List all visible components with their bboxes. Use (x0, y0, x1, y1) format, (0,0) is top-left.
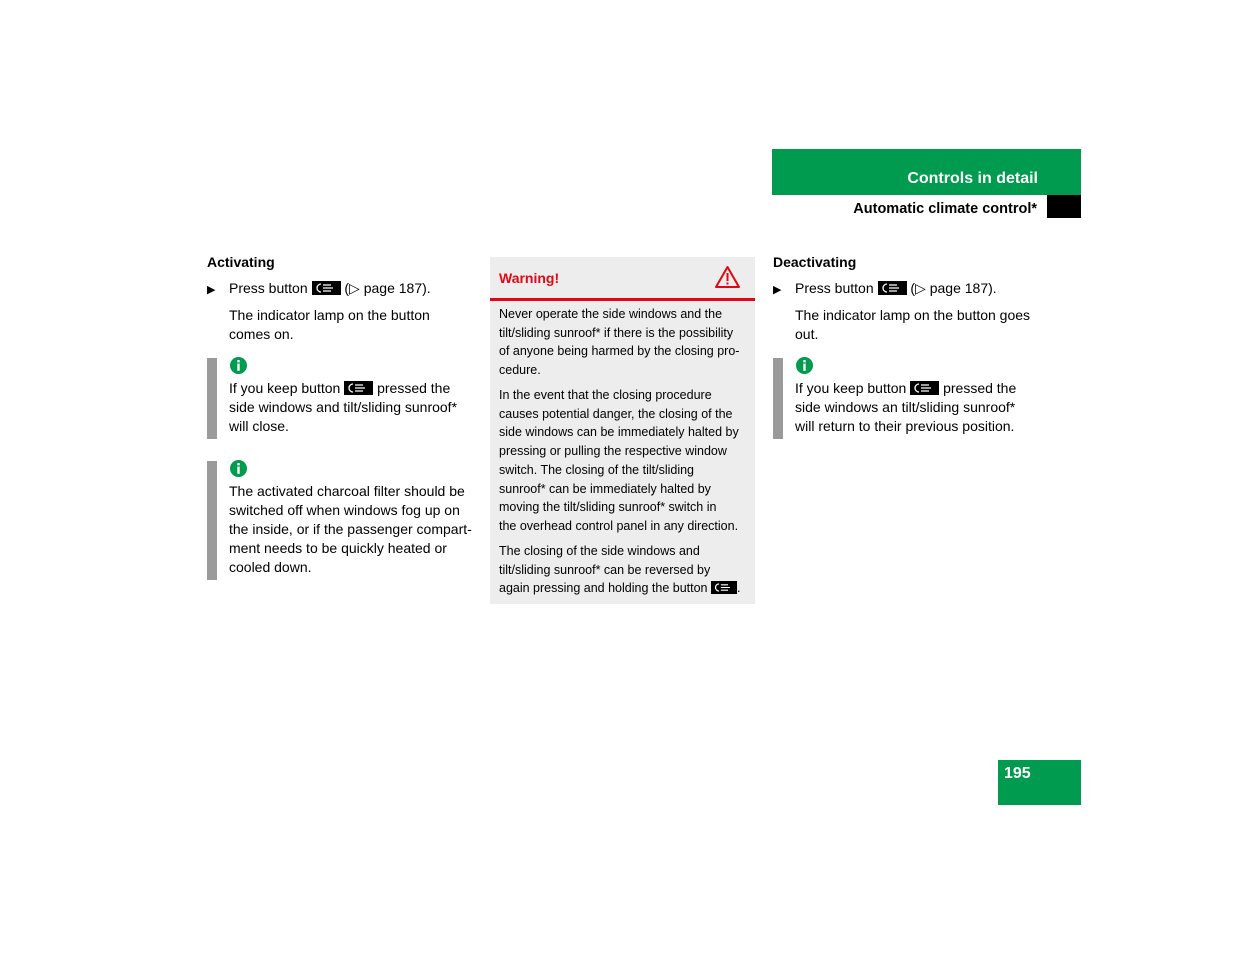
info-text: cooled down. (229, 559, 312, 575)
warning-text: The closing of the side windows and (499, 544, 700, 558)
info-note-3 (795, 379, 1016, 436)
info-bar (207, 461, 217, 580)
deactivating-heading: Deactivating (773, 254, 857, 270)
info-text: will return to their previous position. (795, 418, 1015, 434)
air-recirculation-button-icon (878, 281, 907, 295)
page-reference[interactable]: (▷ page 187). (344, 280, 431, 296)
info-text: ment needs to be quickly heated or (229, 540, 447, 556)
step-text: Press button (229, 280, 308, 296)
info-text: pressed the (943, 380, 1017, 396)
info-text: switched off when windows fog up on (229, 502, 460, 518)
info-text: side windows and tilt/sliding sunroof* (229, 399, 458, 415)
section-title: Controls in detail (907, 170, 1038, 187)
air-recirculation-button-icon (910, 381, 939, 395)
page-reference[interactable]: (▷ page 187). (910, 280, 997, 296)
warning-text: the overhead control panel in any direction. (499, 518, 739, 533)
step-text: Press button (795, 280, 874, 296)
info-text: pressed the (377, 380, 451, 396)
triangle-right-icon: ▶ (207, 284, 216, 296)
warning-text: cedure. (499, 363, 541, 378)
warning-triangle-icon (714, 265, 741, 289)
subsection-title: Automatic climate control* (853, 201, 1037, 217)
info-circle-icon (230, 357, 247, 374)
warning-paragraph-3 (499, 542, 749, 598)
info-circle-icon (796, 357, 813, 374)
info-bar (773, 358, 783, 439)
warning-title: Warning! (499, 270, 560, 286)
info-text: The activated charcoal filter should be (229, 483, 465, 499)
warning-paragraph-1 (499, 305, 749, 380)
info-text: side windows an tilt/sliding sunroof* (795, 399, 1016, 415)
deactivating-result (795, 306, 1030, 344)
result-line: comes on. (229, 326, 294, 342)
warning-text: moving the tilt/sliding sunroof* switch in (499, 500, 717, 515)
warning-text: of anyone being harmed by the closing pro- (499, 344, 740, 359)
warning-text: again pressing and holding the button (499, 581, 708, 596)
info-text: the inside, or if the passenger compart- (229, 521, 472, 537)
warning-text: causes potential danger, the closing of the (499, 406, 733, 421)
triangle-right-icon: ▶ (773, 284, 782, 296)
air-recirculation-button-icon (312, 281, 341, 295)
result-line: out. (795, 326, 819, 342)
info-text: If you keep button (795, 380, 907, 396)
activating-step (207, 279, 431, 300)
header-black-tab (1047, 195, 1081, 218)
warning-text: tilt/sliding sunroof* if there is the possibility (499, 325, 734, 340)
warning-paragraph-2 (499, 386, 749, 536)
info-bar (207, 358, 217, 439)
deactivating-step (773, 279, 997, 300)
info-note-2 (229, 482, 472, 577)
warning-text: switch. The closing of the tilt/sliding (499, 462, 695, 477)
info-text: will close. (229, 418, 289, 434)
result-line: The indicator lamp on the button (229, 307, 430, 323)
warning-text: Never operate the side windows and the (499, 307, 723, 321)
info-circle-icon (230, 460, 247, 477)
warning-text: tilt/sliding sunroof* can be reversed by (499, 562, 711, 577)
result-line: The indicator lamp on the button goes (795, 307, 1031, 323)
warning-divider (490, 298, 755, 301)
warning-text: pressing or pulling the respective window (499, 444, 727, 459)
air-recirculation-button-icon (344, 381, 373, 395)
activating-result (229, 306, 430, 344)
warning-text: In the event that the closing procedure (499, 388, 712, 402)
warning-text: side windows can be immediately halted by (499, 425, 739, 440)
info-text: If you keep button (229, 380, 341, 396)
warning-text: sunroof* can be immediately halted by (499, 481, 711, 496)
warning-text: . (736, 581, 741, 596)
air-recirculation-button-icon (711, 581, 737, 594)
activating-heading: Activating (207, 254, 275, 270)
info-note-1 (229, 379, 457, 436)
page-number: 195 (1004, 765, 1031, 782)
